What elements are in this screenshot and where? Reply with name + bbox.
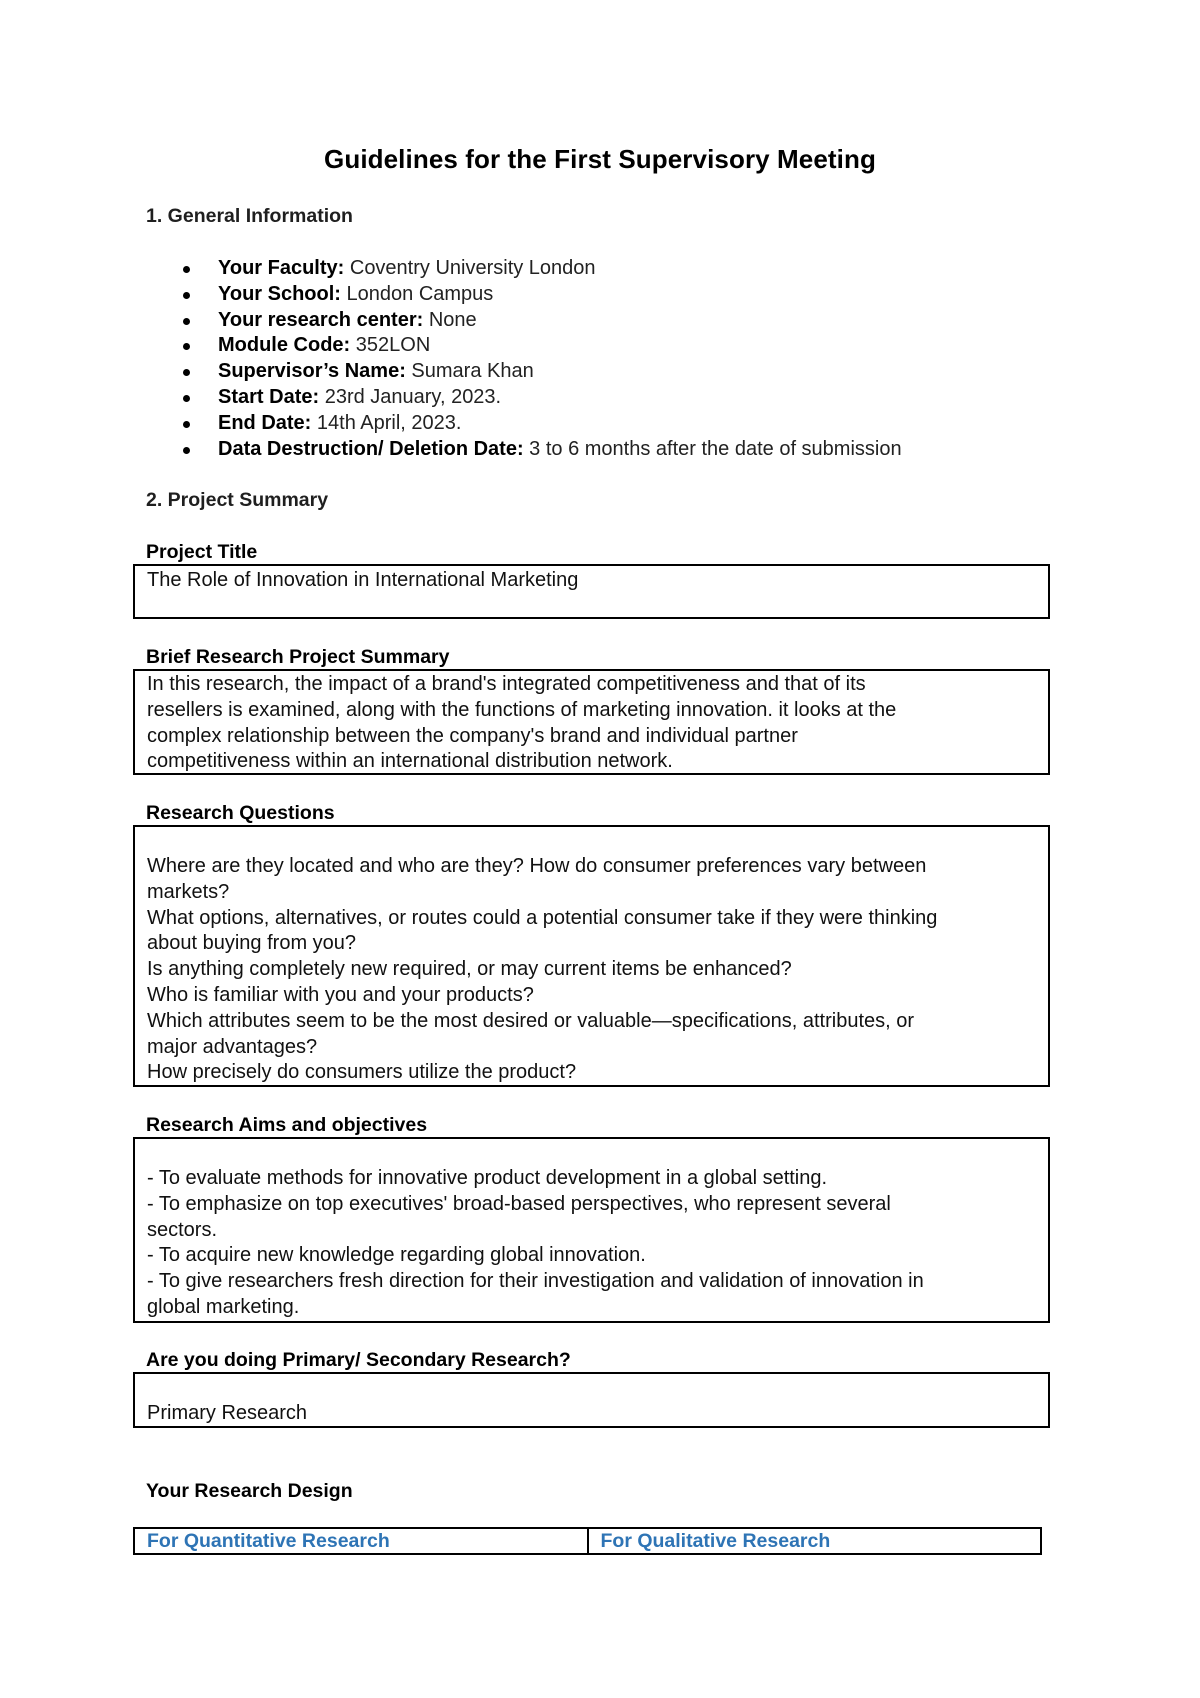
item-value: 3 to 6 months after the date of submission [523, 437, 902, 460]
project-title-label: Project Title [146, 541, 258, 563]
question-line: Who is familiar with you and your products? [147, 983, 534, 1006]
aim-line: sectors. [147, 1218, 218, 1241]
bullet-icon [183, 266, 190, 273]
question-line: Which attributes seem to be the most desired or valuable—specifications, attributes, or [147, 1009, 915, 1032]
bullet-icon [183, 343, 190, 350]
question-line: Where are they located and who are they? How do consumer preferences vary between [147, 855, 927, 877]
research-type-value: Primary Research [147, 1402, 308, 1424]
list-item [146, 385, 902, 411]
item-label: Your research center: [218, 308, 424, 331]
quantitative-column-header: For Quantitative Research [147, 1530, 390, 1552]
brief-summary-line: resellers is examined, along with the functions of marketing innovation. it looks at the [147, 698, 897, 721]
question-line: markets? [147, 880, 230, 903]
list-item [146, 282, 902, 308]
page-title: Guidelines for the First Supervisory Meeting [324, 144, 876, 174]
aim-line: - To emphasize on top executives' broad-based perspectives, who represent several [147, 1192, 891, 1215]
brief-summary-box [133, 669, 1050, 775]
item-label: Data Destruction/ Deletion Date: [218, 437, 524, 460]
item-label: End Date: [218, 411, 312, 434]
question-line: about buying from you? [147, 932, 357, 955]
aims-objectives-label: Research Aims and objectives [146, 1114, 428, 1136]
research-type-box [133, 1372, 1050, 1428]
question-line: What options, alternatives, or routes could a potential consumer take if they were thinking [147, 906, 938, 929]
list-item [146, 308, 902, 334]
item-label: Supervisor’s Name: [218, 360, 406, 383]
question-line: Is anything completely new required, or may current items be enhanced? [147, 958, 792, 981]
item-label: Your Faculty: [218, 257, 345, 279]
bullet-icon [183, 369, 190, 376]
item-label: Start Date: [218, 385, 320, 408]
bullet-icon [183, 421, 190, 428]
brief-summary-label: Brief Research Project Summary [146, 646, 450, 668]
list-item [146, 333, 902, 359]
item-value: 23rd January, 2023. [319, 385, 502, 408]
section-heading-summary: 2. Project Summary [146, 489, 329, 511]
aim-line: global marketing. [147, 1295, 300, 1318]
brief-summary-line: complex relationship between the company's brand and individual partner [147, 724, 798, 747]
qualitative-column-header: For Qualitative Research [587, 1529, 1041, 1553]
list-item [146, 437, 902, 463]
item-value: Coventry University London [344, 257, 596, 279]
research-design-table [133, 1527, 1042, 1555]
bullet-icon [183, 395, 190, 402]
general-info-list [146, 256, 902, 462]
question-line: How precisely do consumers utilize the product? [147, 1061, 577, 1084]
item-value: None [423, 308, 477, 331]
bullet-icon [183, 318, 190, 325]
research-design-label: Your Research Design [146, 1480, 353, 1502]
item-value: Sumara Khan [405, 360, 534, 383]
list-item [146, 411, 902, 437]
question-line: major advantages? [147, 1035, 318, 1058]
brief-summary-line: competitiveness within an international distribution network. [147, 750, 673, 773]
aim-line: - To give researchers fresh direction for their investigation and validation of innovation in [147, 1270, 924, 1293]
section-heading-general: 1. General Information [146, 205, 353, 227]
bullet-icon [183, 292, 190, 299]
aims-objectives-box [133, 1137, 1050, 1323]
research-questions-box [133, 825, 1050, 1087]
item-value: London Campus [340, 282, 494, 305]
list-item [146, 256, 902, 282]
aim-line: - To evaluate methods for innovative product development in a global setting. [147, 1167, 828, 1189]
item-value: 352LON [350, 334, 431, 357]
list-item [146, 359, 902, 385]
item-label: Module Code: [218, 334, 351, 357]
brief-summary-line: In this research, the impact of a brand's integrated competitiveness and that of its [147, 673, 866, 695]
item-label: Your School: [218, 282, 341, 305]
project-title-value: The Role of Innovation in International Marketing [147, 569, 579, 591]
bullet-icon [183, 447, 190, 454]
project-title-box [133, 564, 1050, 619]
item-value: 14th April, 2023. [311, 411, 462, 434]
research-questions-label: Research Questions [146, 802, 335, 824]
research-type-label: Are you doing Primary/ Secondary Research? [146, 1349, 571, 1371]
aim-line: - To acquire new knowledge regarding global innovation. [147, 1244, 646, 1267]
